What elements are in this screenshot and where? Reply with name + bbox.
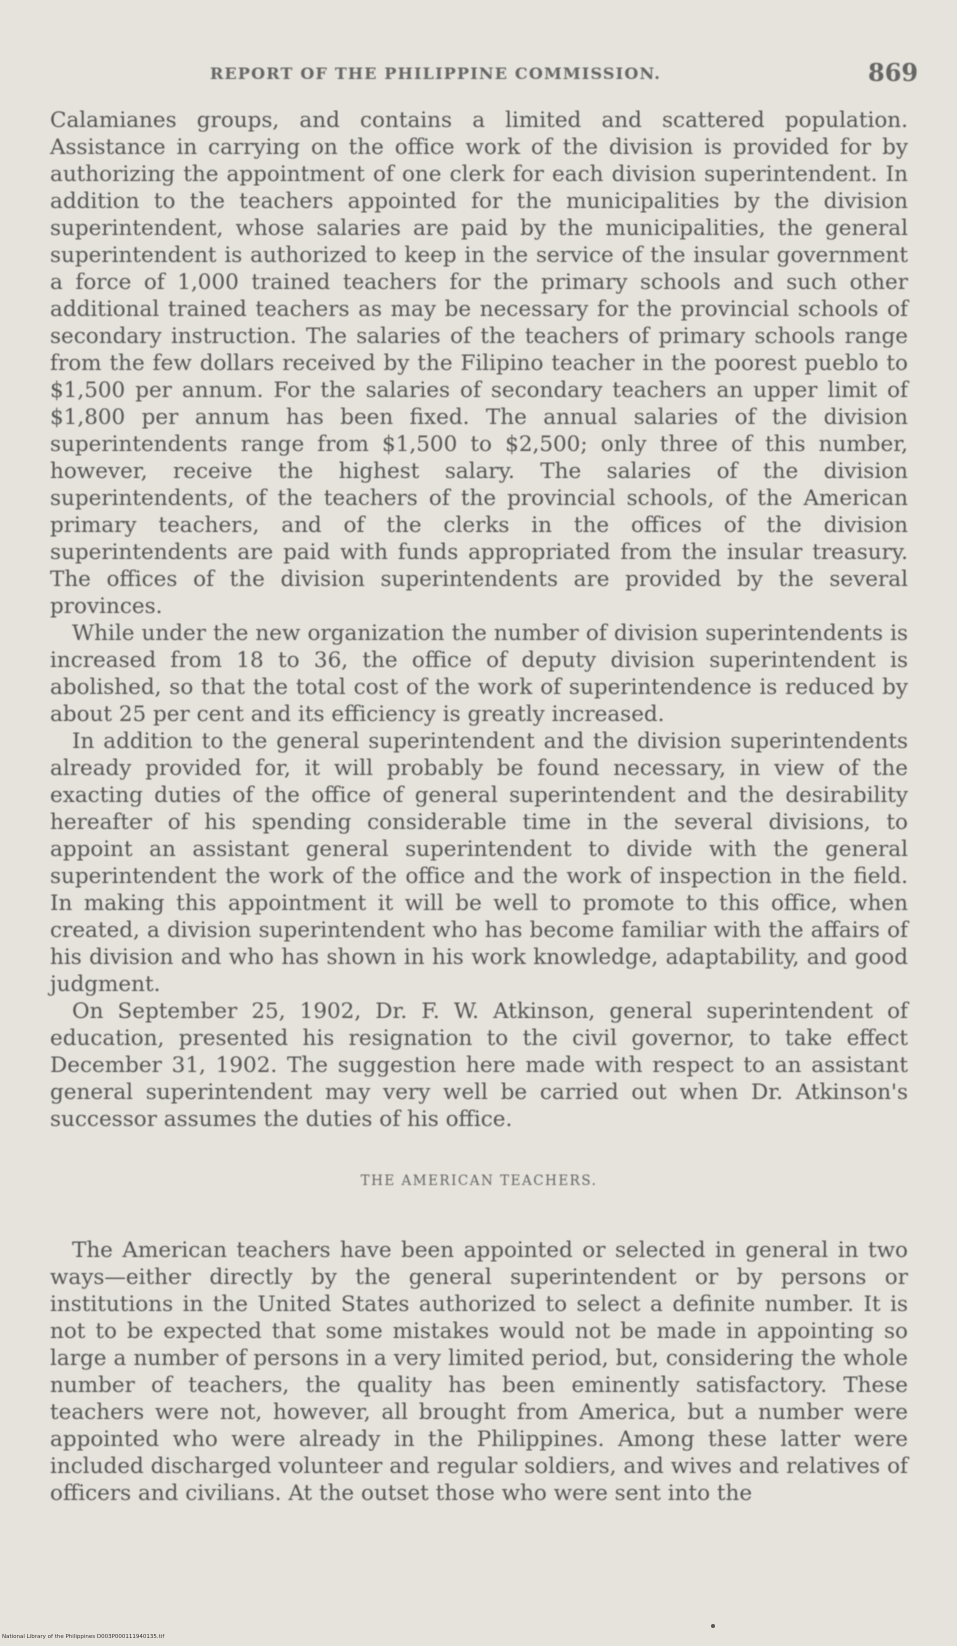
paragraph: In addition to the general superintendent and the division superintendents already provided for, it will probably be found necessary, in view of the exacting duties of the office of general superintendent and the desirability hereafter of his spending considerable time in the several divisions, to appoint an assistant general superintendent to divide with the general superintendent the work of the office and the work of inspection in the field. In making this appointment it will be well to promote to this office, when created, a division superintendent who has become familiar with the affairs of his division and who has shown in his work knowledge, adaptability, and good judgment. (50, 729, 908, 997)
paragraph: The American teachers have been appointed or selected in general in two ways—either directly by the general superintendent or by persons or institutions in the United States authorized to select a definite number. It is not to be expected that some mistakes would not be made in appointing so large a number of persons in a very limited period, but, considering the whole number of teachers, the quality has been eminently satisfactory. These teachers were not, however, all brought from America, but a number were appointed who were already in the Philippines. Among these latter were included discharged volunteer and regular soldiers, and wives and relatives of officers and civilians. At the outset those who were sent into the (50, 1238, 908, 1506)
paragraph: On September 25, 1902, Dr. F. W. Atkinson, general superintendent of education, presented his resignation to the civil governor, to take effect December 31, 1902. The suggestion here made with respect to an assistant general superintendent may very well be carried out when Dr. Atkinson's successor assumes the duties of his office. (50, 999, 908, 1132)
page-number: 869 (868, 58, 919, 87)
running-head-title: REPORT OF THE PHILIPPINE COMMISSION. (210, 64, 662, 83)
running-head (0, 58, 957, 92)
paragraph-continued: Calamianes groups, and contains a limited and scattered population. Assistance in carrying on the office work of the division is provided for by authorizing the appointment of one clerk for each division superintendent. In addition to the teachers appointed for the municipalities by the division superintendent, whose salaries are paid by the municipalities, the general superintendent is authorized to keep in the service of the insular government a force of 1,000 trained teachers for the primary schools and such other additional trained teachers as may be necessary for the provincial schools of secondary instruction. The salaries of the teachers of primary schools range from the few dollars received by the Filipino teacher in the poorest pueblo to $1,500 per annum. For the salaries of secondary teachers an upper limit of $1,800 per annum has been fixed. The annual salaries of the division superintendents range from $1,500 to $2,500; only three of this number, however, receive the highest salary. The salaries of the division superintendents, of the teachers of the provincial schools, of the American primary teachers, and of the clerks in the offices of the division superintendents are paid with funds appropriated from the insular treasury. The offices of the division superintendents are provided by the several provinces. (50, 108, 908, 619)
paragraph: While under the new organization the number of division superintendents is increased from 18 to 36, the office of deputy division superintendent is abolished, so that the total cost of the work of superintendence is reduced by about 25 per cent and its efficiency is greatly increased. (50, 621, 908, 727)
scan-credit: National Library of the Philippines D003P000111940135.tif (2, 1634, 165, 1640)
ink-dot (711, 1624, 715, 1628)
section-heading: THE AMERICAN TEACHERS. (360, 1173, 598, 1189)
body-text (50, 107, 908, 1507)
